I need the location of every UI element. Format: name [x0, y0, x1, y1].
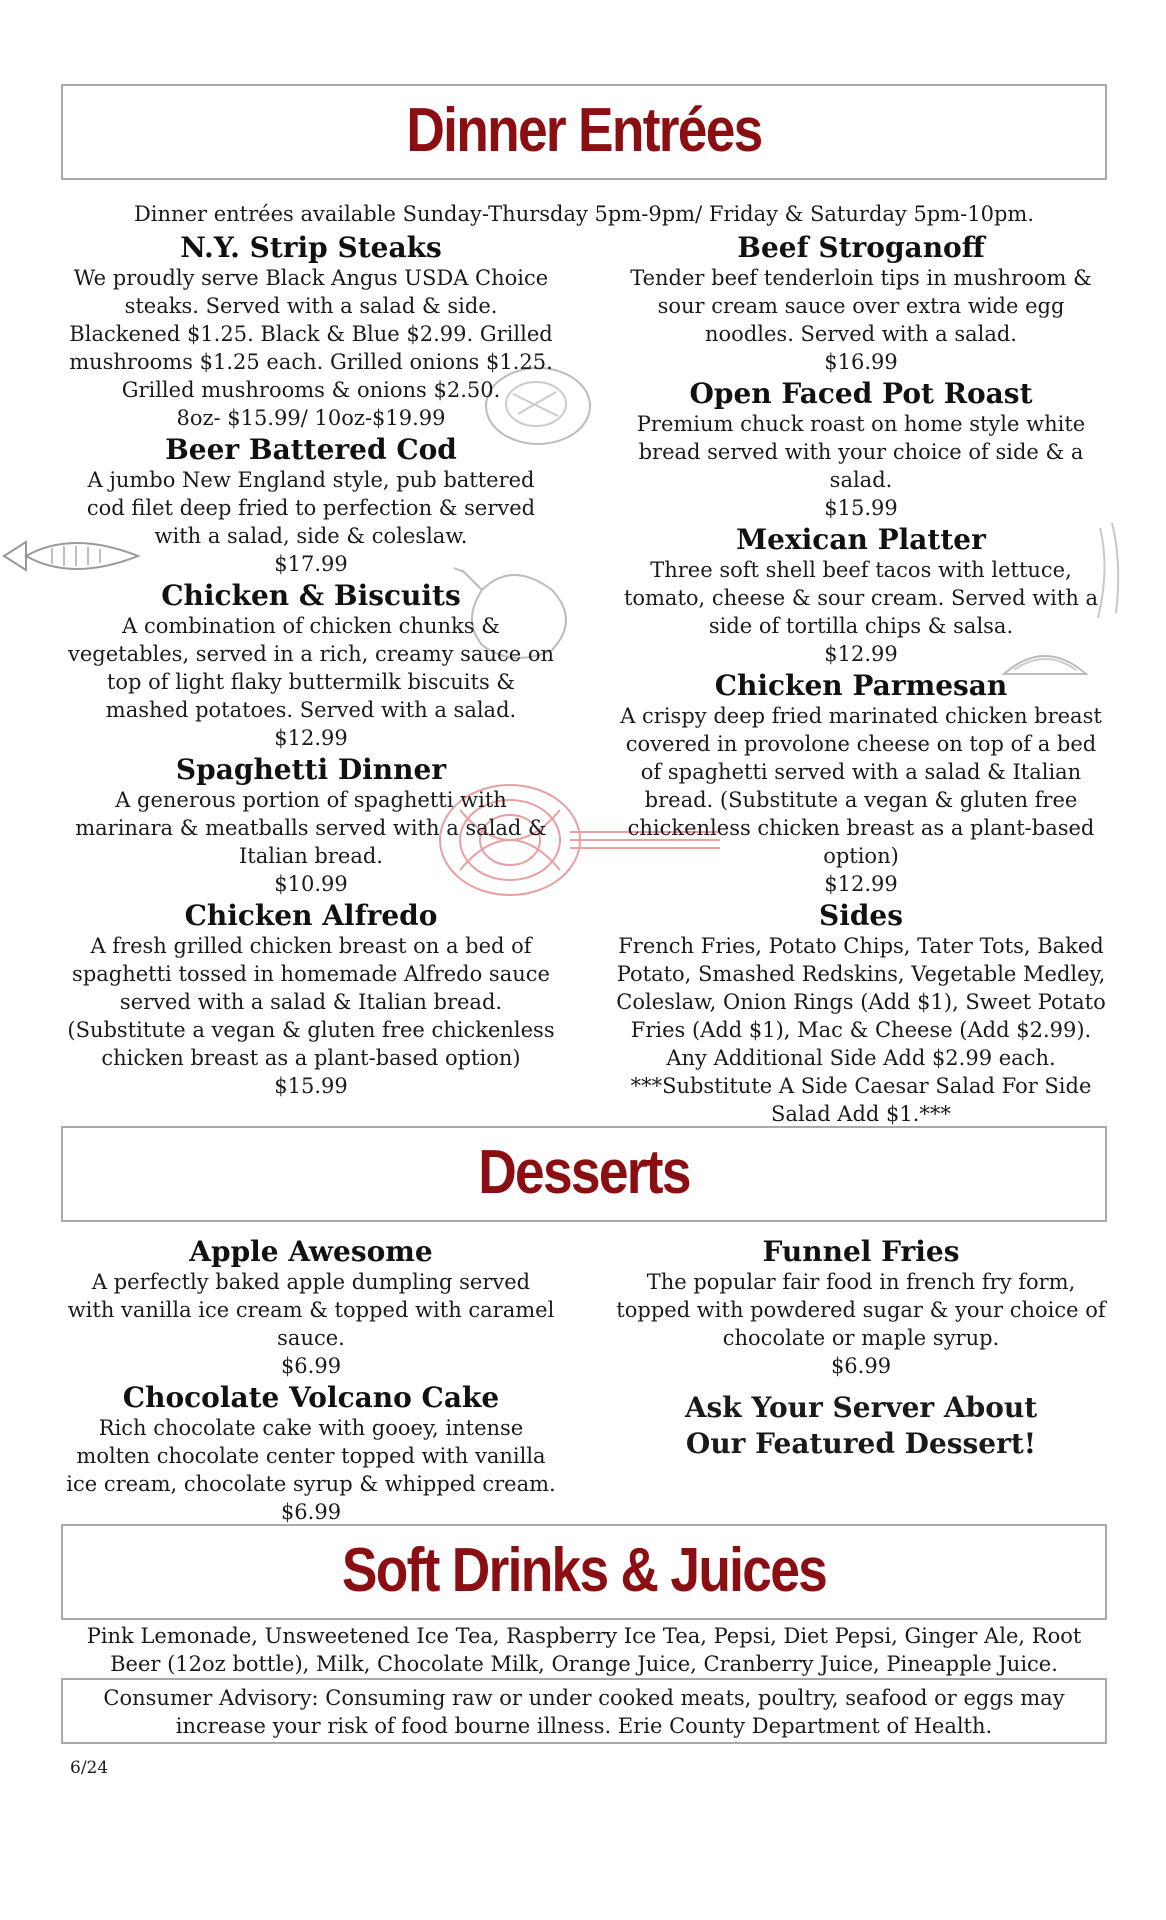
item-description: A combination of chicken chunks & vegetables, served in a rich, creamy sauce on top of light flaky buttermilk biscuits & mashed potatoes. Served with a salad.	[67, 614, 555, 722]
item-price: $12.99	[274, 726, 348, 750]
menu-item	[66, 434, 556, 578]
item-description: A fresh grilled chicken breast on a bed of spaghetti tossed in homemade Alfredo sauce served with a salad & Italian bread. (Substitute a vegan & gluten free chickenless chicken breast as a plant-based option)	[67, 934, 555, 1070]
consumer-advisory: Consumer Advisory: Consuming raw or under cooked meats, poultry, seafood or eggs may increase your risk of food bourne illness. Erie County Department of Health.	[103, 1686, 1065, 1738]
item-price: $12.99	[824, 872, 898, 896]
item-price: $12.99	[824, 642, 898, 666]
item-description: A jumbo New England style, pub battered cod filet deep fried to perfection & served with a salad, side & coleslaw.	[86, 468, 536, 548]
item-price: 8oz- $15.99/ 10oz-$19.99	[176, 406, 446, 430]
item-description: A crispy deep fried marinated chicken breast covered in provolone cheese on top of a bed of spaghetti served with a salad & Italian bread. (Substitute a vegan & gluten free chickenless chicken breast as a plant-based option)	[620, 704, 1102, 868]
item-price: $6.99	[830, 1354, 892, 1378]
item-name: Beer Battered Cod	[165, 433, 457, 466]
sides-section	[614, 900, 1108, 1128]
drinks-list: Pink Lemonade, Unsweetened Ice Tea, Raspberry Ice Tea, Pepsi, Diet Pepsi, Ginger Ale, Root Beer (12oz bottle), Milk, Chocolate Milk, Orange Juice, Cranberry Juice, Pineapple Juice.	[86, 1624, 1082, 1676]
item-name: Mexican Platter	[736, 523, 986, 556]
menu-item	[66, 754, 556, 898]
item-price: $17.99	[274, 552, 348, 576]
menu-item	[614, 1236, 1108, 1380]
item-description: The popular fair food in french fry form, topped with powdered sugar & your choice of chocolate or maple syrup.	[616, 1270, 1106, 1350]
item-name: Beef Stroganoff	[737, 231, 985, 264]
menu-item	[66, 232, 556, 432]
item-price: $16.99	[824, 350, 898, 374]
item-description: Rich chocolate cake with gooey, intense molten chocolate center topped with vanilla ice cream, chocolate syrup & whipped cream.	[66, 1416, 556, 1496]
item-name: N.Y. Strip Steaks	[180, 231, 442, 264]
item-description: We proudly serve Black Angus USDA Choice steaks. Served with a salad & side. Blackened $1.25. Black & Blue $2.99. Grilled mushrooms $1.25 each. Grilled onions $1.25. Grilled mushrooms & onions $2.50.	[69, 266, 553, 402]
dinner-right-column	[614, 232, 1108, 1128]
item-price: $6.99	[280, 1500, 342, 1524]
item-description: Three soft shell beef tacos with lettuce, tomato, cheese & sour cream. Served with a side of tortilla chips & salsa.	[623, 558, 1099, 638]
item-name: Apple Awesome	[189, 1235, 433, 1268]
menu-item	[66, 580, 556, 752]
drinks-title: Soft Drinks & Juices	[341, 1536, 827, 1605]
menu-item	[614, 378, 1108, 522]
item-name: Funnel Fries	[762, 1235, 960, 1268]
item-name: Chicken Parmesan	[714, 669, 1008, 702]
item-price: $15.99	[274, 1074, 348, 1098]
menu-item	[66, 900, 556, 1100]
item-price: $10.99	[274, 872, 348, 896]
desserts-left-column	[66, 1236, 556, 1526]
item-description: A perfectly baked apple dumpling served with vanilla ice cream & topped with caramel sauce.	[67, 1270, 555, 1350]
item-name: Chocolate Volcano Cake	[122, 1381, 500, 1414]
desserts-right-column	[614, 1236, 1108, 1462]
menu-item	[66, 1236, 556, 1380]
item-description: Premium chuck roast on home style white bread served with your choice of side & a salad.	[636, 412, 1086, 492]
advisory-box	[61, 1678, 1107, 1744]
featured-dessert-note: Ask Your Server About Our Featured Dessert!	[684, 1391, 1038, 1460]
dinner-title: Dinner Entrées	[406, 96, 762, 165]
item-name: Open Faced Pot Roast	[689, 377, 1033, 410]
item-price: $15.99	[824, 496, 898, 520]
item-name: Spaghetti Dinner	[175, 753, 447, 786]
item-name: Chicken & Biscuits	[161, 579, 461, 612]
item-name: Sides	[818, 899, 903, 932]
menu-item	[614, 232, 1108, 376]
revision-date: 6/24	[70, 1758, 109, 1778]
item-description: French Fries, Potato Chips, Tater Tots, Baked Potato, Smashed Redskins, Vegetable Medley, Coleslaw, Onion Rings (Add $1), Sweet Potato Fries (Add $1), Mac & Cheese (Add $2.99). Any Additional Side Add $2.99 each. ***Substitute A Side Caesar Salad For Side Salad Add $1.***	[616, 934, 1106, 1126]
item-description: A generous portion of spaghetti with marinara & meatballs served with a salad & Italian bread.	[75, 788, 547, 868]
dinner-intro: Dinner entrées available Sunday-Thursday 5pm-9pm/ Friday & Saturday 5pm-10pm.	[133, 202, 1035, 226]
desserts-title: Desserts	[478, 1138, 690, 1207]
dinner-left-column	[66, 232, 556, 1100]
item-price: $6.99	[280, 1354, 342, 1378]
item-name: Chicken Alfredo	[184, 899, 438, 932]
menu-item	[66, 1382, 556, 1526]
item-description: Tender beef tenderloin tips in mushroom & sour cream sauce over extra wide egg noodles. Served with a salad.	[630, 266, 1092, 346]
menu-item	[614, 524, 1108, 668]
menu-item	[614, 670, 1108, 898]
